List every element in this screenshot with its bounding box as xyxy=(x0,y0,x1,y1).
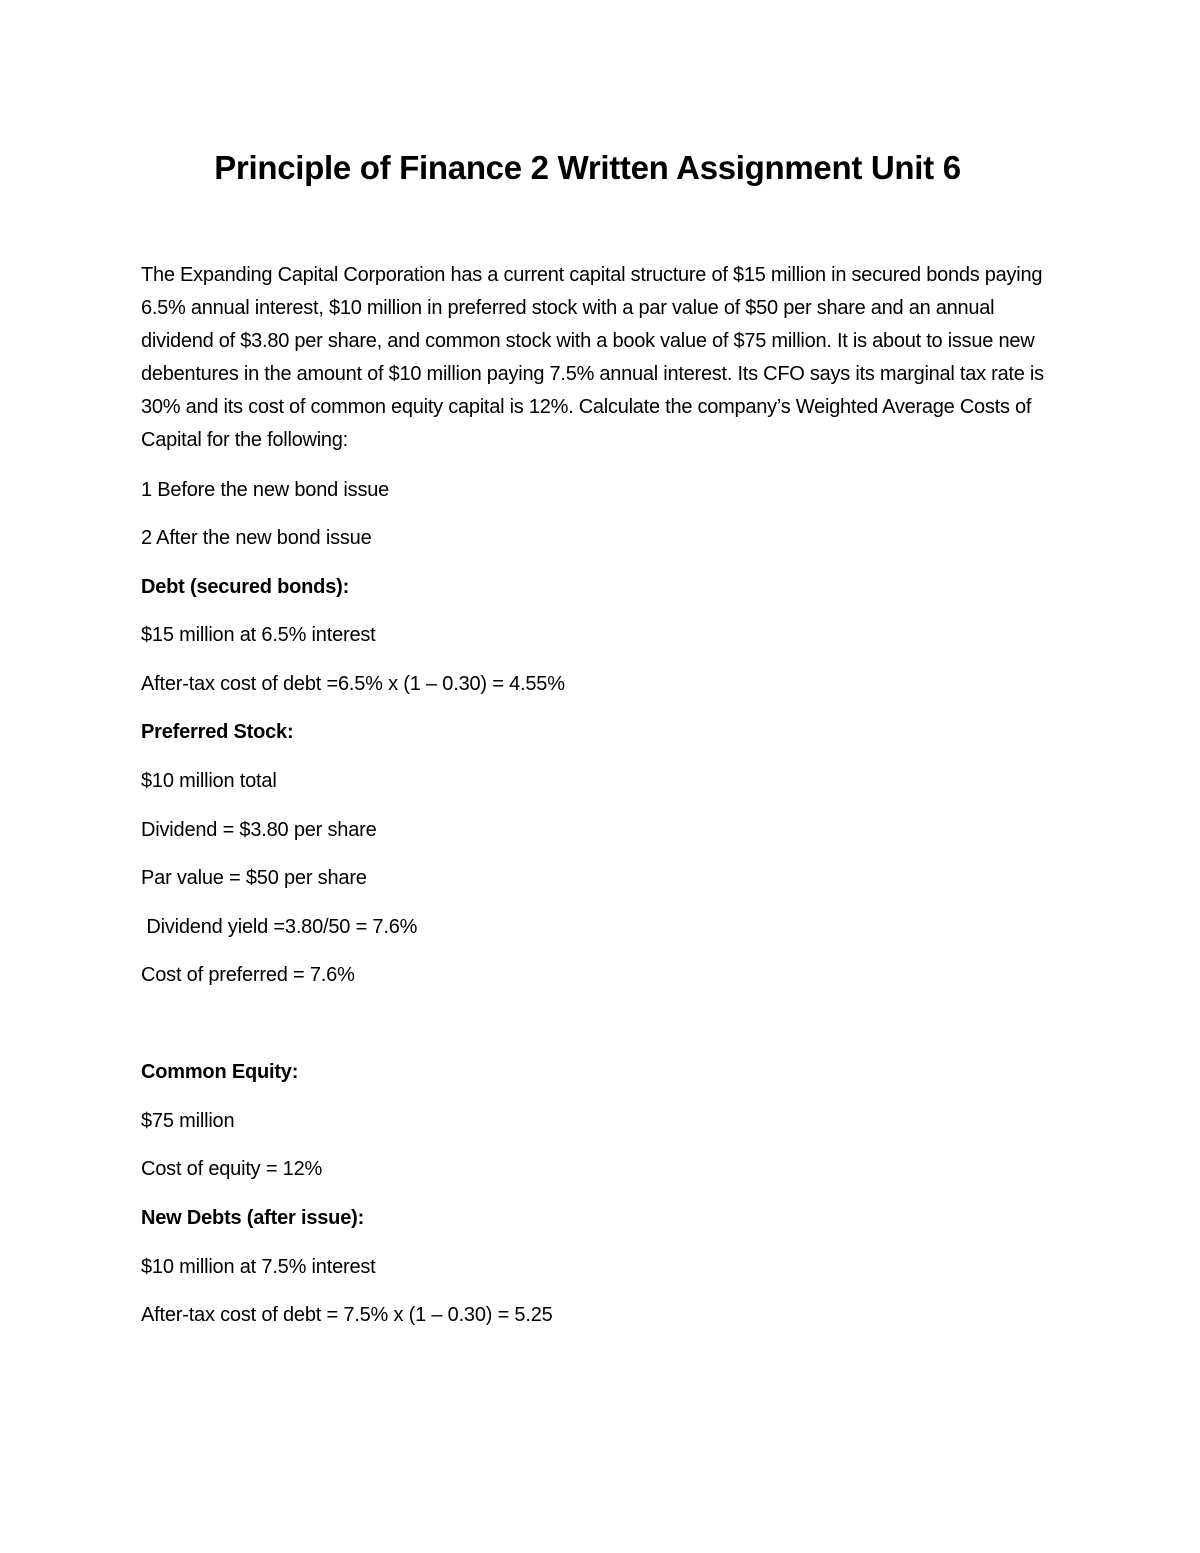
equity-heading: Common Equity: xyxy=(141,1061,299,1083)
debt-after-tax-cost: After-tax cost of debt =6.5% x (1 – 0.30) = 4.55% xyxy=(141,673,565,695)
preferred-par-value: Par value = $50 per share xyxy=(141,867,367,889)
document-title: Principle of Finance 2 Written Assignment Unit 6 xyxy=(214,149,961,186)
debt-heading: Debt (secured bonds): xyxy=(141,576,350,598)
preferred-dividend-yield: Dividend yield =3.80/50 = 7.6% xyxy=(141,916,418,938)
problem-statement: The Expanding Capital Corporation has a current capital structure of $15 million in secured bonds paying 6.5% annual interest, $10 million in preferred stock with a par value of $50 per share and an annual dividend of $3.80 per share, and common stock with a book value of $75 million. It is about to issue new debentures in the amount of $10 million paying 7.5% annual interest. Its CFO says its marginal tax rate is 30% and its cost of common equity capital is 12%. Calculate the company’s Weighted Average Costs of Capital for the following: xyxy=(141,264,1044,451)
new-debt-after-tax-cost: After-tax cost of debt = 7.5% x (1 – 0.30) = 5.25 xyxy=(141,1304,553,1326)
equity-amount: $75 million xyxy=(141,1110,235,1132)
task-after-issue: 2 After the new bond issue xyxy=(141,527,372,549)
preferred-heading: Preferred Stock: xyxy=(141,721,294,743)
preferred-dividend: Dividend = $3.80 per share xyxy=(141,819,377,841)
new-debt-heading: New Debts (after issue): xyxy=(141,1207,365,1229)
new-debt-amount: $10 million at 7.5% interest xyxy=(141,1256,376,1278)
task-before-issue: 1 Before the new bond issue xyxy=(141,479,390,501)
preferred-total: $10 million total xyxy=(141,770,277,792)
debt-amount: $15 million at 6.5% interest xyxy=(141,624,376,646)
equity-cost: Cost of equity = 12% xyxy=(141,1158,323,1180)
preferred-cost: Cost of preferred = 7.6% xyxy=(141,964,355,986)
